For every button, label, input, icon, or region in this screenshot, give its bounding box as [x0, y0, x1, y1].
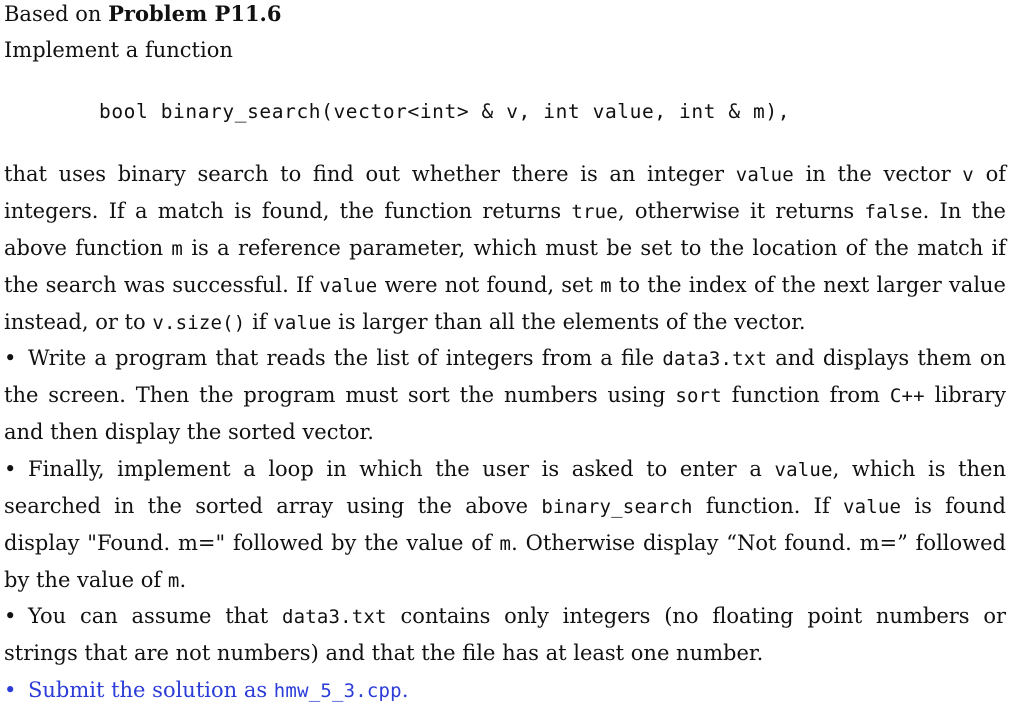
bullet1-line1: • Write a program that reads the list of integers from a file data3.txt and displays them on [4, 346, 1007, 370]
bullet2-line2: searched in the sorted array using the above binary_search function. If value is found [4, 494, 1006, 518]
function-signature: bool binary_search(vector<int> & v, int value, int & m), [99, 100, 791, 123]
bullet1-line2: the screen. Then the program must sort the numbers using sort function from C++ library [4, 383, 1007, 407]
bullet-icon: • [4, 457, 17, 481]
header-line [4, 0, 1006, 28]
para1-line2: integers. If a match is found, the function returns true, otherwise it returns false. In the [4, 199, 1006, 223]
intro-line: Implement a function [4, 38, 233, 62]
bullet2-line4: by the value of m. [4, 568, 187, 592]
bullet-icon: • [4, 346, 17, 370]
bullet3-line2: strings that are not numbers) and that the file has at least one number. [4, 641, 764, 665]
submit-text: Submit the solution as [28, 678, 274, 702]
para1-line5: instead, or to v.size() if value is larger than all the elements of the vector. [4, 310, 806, 334]
bullet3-line1: • You can assume that data3.txt contains only integers (no floating point numbers or [4, 604, 1007, 628]
bullet-icon: • [4, 604, 17, 628]
para1-line3: above function m is a reference parameter, which must be set to the location of the match if [4, 236, 1007, 260]
bullet2-line3: display "Found. m=" followed by the value of m. Otherwise display “Not found. m=” followed [4, 531, 1007, 555]
bullet4-line: • Submit the solution as hmw_5_3.cpp. [4, 678, 409, 702]
submit-filename: hmw_5_3.cpp [273, 680, 402, 702]
para1-line1: that uses binary search to find out whether there is an integer value in the vector v of [4, 162, 1006, 186]
bullet1-line3: and then display the sorted vector. [4, 420, 374, 444]
para1-line4: the search was successful. If value were not found, set m to the index of the next larger value [4, 273, 1006, 297]
header-prefix: Based on [4, 2, 109, 26]
problem-title: Problem P11.6 [108, 1, 282, 26]
bullet2-line1: • Finally, implement a loop in which the user is asked to enter a value, which is then [4, 457, 1006, 481]
bullet-icon: • [4, 678, 17, 702]
